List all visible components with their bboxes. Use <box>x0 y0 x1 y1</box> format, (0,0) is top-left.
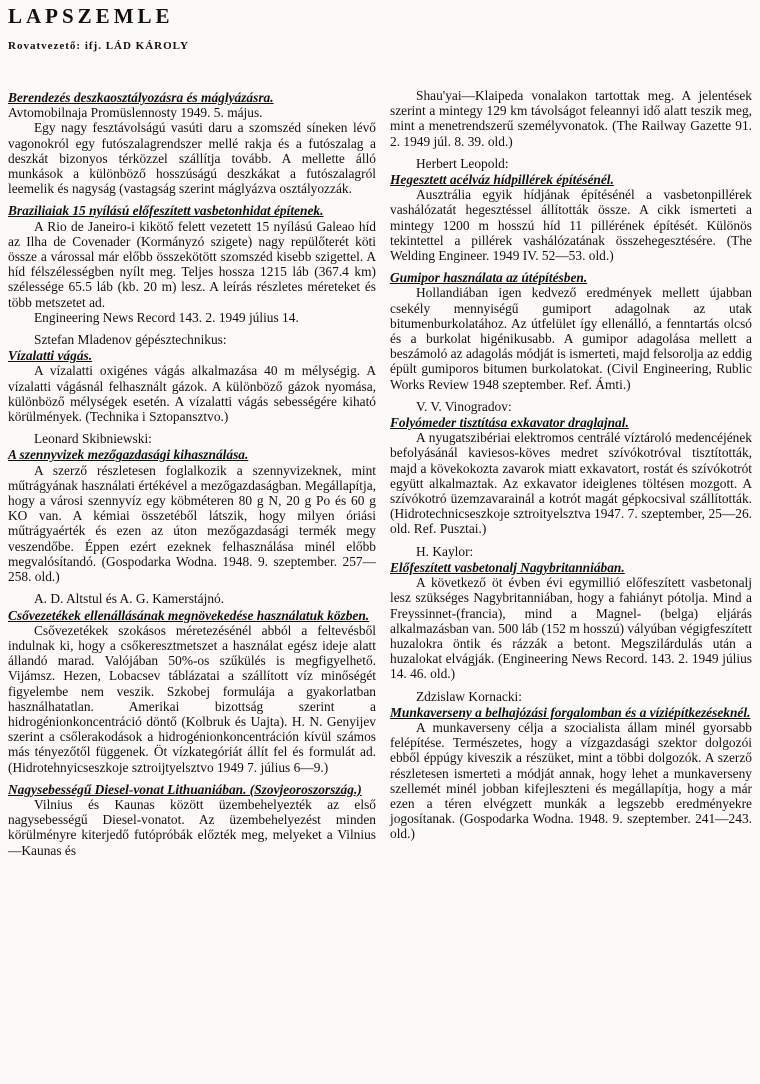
article <box>390 156 752 263</box>
article-paragraph: Shau'yai—Klaipeda vonalakon tartottak meg. A jelentések szerint a mintegy 129 km távolságot feleannyi idő alatt teszik meg, mint a menetrendszerű személyvonatok. (The Railway Gazette 91. 2. 1949 júl. 8. 39. old.) <box>390 88 752 149</box>
article-author: H. Kaylor: <box>416 543 474 559</box>
article-title: Vízalatti vágás. <box>8 348 93 364</box>
article-author: Leonard Skibniewski: <box>34 431 152 447</box>
article-paragraph: A Rio de Janeiro-i kikötő felett vezetett 15 nyílású Galeao híd az Ilha de Covenader (Kormányzó szigete) nagy repülőterét köti össze a várossal már előbb összekötött szomszéd kisebb szigettel. A híd félszélességben nyílt meg. Teljes hossza 1215 láb (367.4 km) szélessége 65.5 láb (kb. 20 m) lesz. A leírás részletes méreteket és több metszetet ad. <box>8 218 376 310</box>
article-author: V. V. Vinogradov: <box>416 398 512 414</box>
article-title: Munkaverseny a belhajózási forgalomban és a víziépítkezéseknél. <box>390 704 751 720</box>
article-author: Zdzislaw Kornacki: <box>416 688 522 704</box>
article-title: Berendezés deszkaosztályozásra és máglyázásra. <box>8 90 274 105</box>
article-paragraph: A munkaverseny célja a szocialista állam minél gyorsabb felépítése. Természetes, hogy a vízgazdasági szektor dolgozói ebből éppúgy kiveszik a részüket, mint a többi dolgozók. A szerző részletesen ismerteti a módját annak, hogy lehet a munkaverseny szellemét minél jobban kifejleszteni és megállapítja, hogy a már ezen a téren elvégzett munkák a legszebb eredményekre jogosítanak. (Gospodarka Wodna. 1948. 9. szeptember. 241—243. old.) <box>390 719 752 842</box>
article-paragraph: A szerző részletesen foglalkozik a szennyvizeknek, mint műtrágyának használati értékével a mezőgazdaságban. Megállapítja, hogy a városi szennyvíz egy köbméteren 80 g N, 20 g Po és 60 g KO van. A kémiai összetéből látszik, hogy milyen óriási műtrágyaérték és ezen az úton mezőgazdasági termék megy veszendőbe. Éppen ezért ezeknek felhasználása minél előbb megvalósítandó. (Gospodarka Wodna. 1948. 9. szeptember. 257—258. old.) <box>8 462 376 585</box>
article <box>8 90 376 196</box>
article-title: Gumipor használata az útépítésben. <box>390 270 588 286</box>
article-paragraph: A következő öt évben évi egymillió előfeszített vasbetonalj lesz szükséges Nagybritanniában, hogy a fahiányt pótolja. Mind a Freyssinnet-(francia), mind a Magnel- (belga) eljárás alkalmazásban van. 500 láb (152 m hosszú) vályúban végigfeszített huzalokra öntik és rázzák a betont. Megszilárdulás után a huzalokat elvágják. (Engineering News Record. 143. 2. 1949 július 14. 46. old.) <box>390 575 752 682</box>
article-title: Előfeszített vasbetonalj Nagybritanniában. <box>390 559 625 575</box>
section-title: LAPSZEMLE <box>8 4 174 28</box>
article-title: Folyómeder tisztítása exkavator draglajnal. <box>390 415 629 431</box>
editor-line: Rovatvezető: ifj. LÁD KÁROLY <box>8 40 189 52</box>
article-paragraph: Vilnius és Kaunas között üzembehelyezték az első nagysebességű Diesel-vonatot. Az üzembehelyezést minden körülményre kiterjedő futópróbák előzték meg, melyeket a Vilnius—Kaunas és <box>8 796 376 858</box>
article-title: Nagysebességű Diesel-vonat Lithuaniában. (Szovjeoroszország.) <box>8 781 362 797</box>
article <box>390 399 752 537</box>
article <box>8 591 376 774</box>
page-header <box>8 4 189 52</box>
left-column <box>8 90 376 865</box>
article-author: Herbert Leopold: <box>416 155 509 171</box>
article <box>390 88 752 149</box>
article-title: A szennyvizek mezőgazdasági kihasználása. <box>8 447 249 463</box>
article-title: Csővezetékek ellenállásának megnövekedése használatuk közben. <box>8 607 370 623</box>
article <box>8 332 376 424</box>
article-paragraph: Engineering News Record 143. 2. 1949 július 14. <box>34 309 299 325</box>
article-paragraph: A nyugatszibériai elektromos centrálé víztároló medencéjének befolyásánál kaviesos-köves medret szívókotróval tisztították, majd a kövekokozta zavarok miatt exkavatort, rostát és szívókotrót együtt alkalmaztak. Az exkavator ideiglenes töltésen mozgott. A szívókotró üzemzavarainál a kotrót magát gépkocsival szállították. (Hidrotechnicseszkoje sztroityelsztva 1947. 7. szeptember, 25—26. old. Ref. Pusztai.) <box>390 430 752 537</box>
article-paragraph: Hollandiában igen kedvező eredmények mellett újabban csekély mennyiségű gumiport adagolnak az utak bitumenburkolatához. Az útfelület így ellenálló, a fenntartás olcsó és a burkolat higénikusabb. A gumipor adagolása mellett a beszámoló az adagolás módját is ismerteti, majd felsorolja az eddig épült gumiporos bitumen burkolatokat. (Civil Engineering, Rublic Works Review 1948 szeptember. Ref. Ámti.) <box>390 285 752 392</box>
article <box>390 689 752 842</box>
article-author: Sztefan Mladenov gépésztechnikus: <box>34 332 227 348</box>
article-author: A. D. Altstul és A. G. Kamerstájnó. <box>34 591 225 607</box>
article-source: Avtomobilnaja Promüslennosty 1949. 5. május. <box>8 105 263 121</box>
article <box>390 544 752 682</box>
article <box>8 203 376 325</box>
article-title: Braziliaiak 15 nyílású előfeszített vasbetonhidat építenek. <box>8 203 324 219</box>
article <box>390 270 752 392</box>
article-paragraph: Ausztrália egyik hídjának építésénél a vasbetonpillérek vashálózatát hegesztéssel állították össze. A cikk ismerteti a mintegy 1200 m hosszú híd 11 pillérének építését. Különös tekintettel a pillérek vashálózatának összehegesztésére. (The Welding Engineer. 1949 IV. 52—53. old.) <box>390 187 752 264</box>
article <box>8 782 376 858</box>
article-title: Hegesztett acélváz hídpillérek építésénél. <box>390 172 614 188</box>
article-paragraph: A vízalatti oxigénes vágás alkalmazása 40 m mélységig. A vízalatti vágásnál felhasznált gázok. A különböző gázok nyomása, különböző mélységek esetén. A vízalatti vágás sebességére kiható körülmények. (Technika i Sztopansztvo.) <box>8 363 376 425</box>
right-column <box>390 88 752 849</box>
article-paragraph: Csővezetékek szokásos méretezésénél abból a feltevésből indulnak ki, hogy a csőkeresztmetszet a használat egész ideje alatt állandó marad. Valójában 50%-os szűkülés is megfigyelhető. Vijámsz. Hezen, Lobacsev táblázatai a szállított víz minőségét figyelembe nem veszik. Szkobej formulája a gyakorlatban használhatatlan. Amerikai bizottság szerint a hidrogénionkoncentráció döntő (Kolbruk és Uajta). H. N. Genyijev szerint a csőlerakodások a hidrogénionkoncentráción kívül számos más tényezőtől függenek. Öt vízkategóriát állít fel és formulát ad. (Hidrotehnyicseszkoje sztroijtyelsztvo 1949 7. július 6—9.) <box>8 622 376 775</box>
article-paragraph: Egy nagy fesztávolságú vasúti daru a szomszéd síneken lévő vagonokról egy futószalagrendszer mellé rakja és a futószalag a deszkát bizonyos térközzel szállítja tovább. A mellette álló munkások a különböző hosszúságú deszkákat a futószalagról leemelik és nagyság (vastagság szerint máglyázva osztályozzák. <box>8 120 376 197</box>
article <box>8 431 376 584</box>
